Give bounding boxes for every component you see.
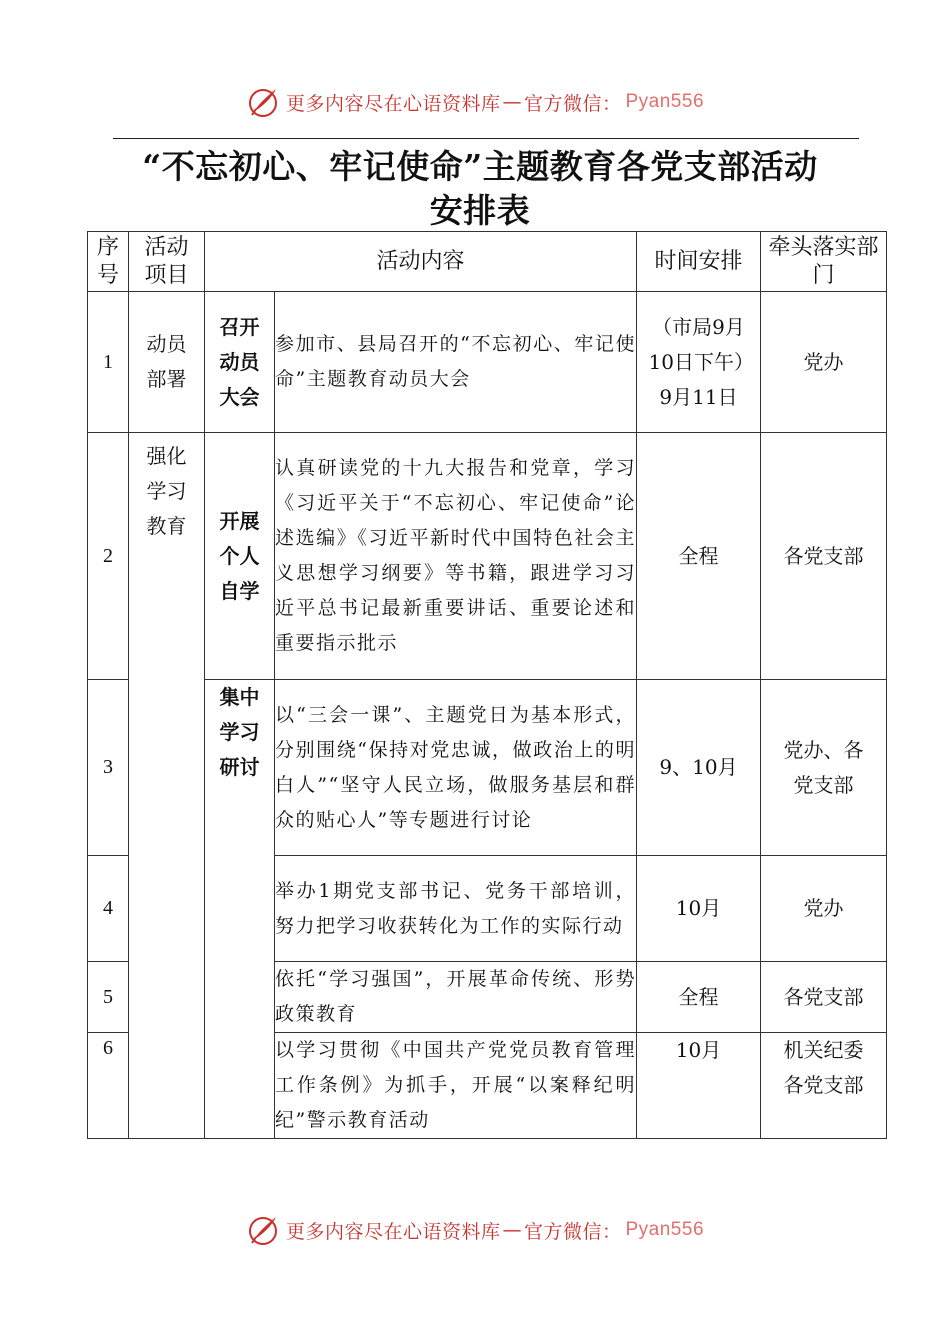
subitem-cell: 集中学习研讨 xyxy=(205,680,275,1139)
time-cell: 10月 xyxy=(637,856,761,962)
subitem-cell: 召开动员大会 xyxy=(205,292,275,433)
table-header-row xyxy=(88,232,887,292)
time-cell: 全程 xyxy=(637,433,761,680)
content-cell: 依托“学习强国”，开展革命传统、形势政策教育 xyxy=(275,962,637,1033)
content-cell: 认真研读党的十九大报告和党章，学习《习近平关于“不忘初心、牢记使命”论述选编》《习近平新时代中国特色社会主义思想学习纲要》等书籍，跟进学习习近平总书记最新重要讲话、重要论述和重要指示批示 xyxy=(275,433,637,680)
row-number: 4 xyxy=(88,856,129,962)
row-number: 6 xyxy=(88,1033,129,1139)
banner-dash: — xyxy=(502,91,522,113)
banner-dash: — xyxy=(502,1219,522,1241)
header-watermark-banner xyxy=(0,82,950,122)
content-cell: 参加市、县局召开的“不忘初心、牢记使命”主题教育动员大会 xyxy=(275,292,637,433)
header-time: 时间安排 xyxy=(637,232,761,292)
header-item: 活动项目 xyxy=(129,232,205,292)
document-title xyxy=(90,145,870,233)
row-number: 2 xyxy=(88,433,129,680)
time-cell: 10月 xyxy=(637,1033,761,1139)
content-cell: 举办1期党支部书记、党务干部培训，努力把学习收获转化为工作的实际行动 xyxy=(275,856,637,962)
dept-cell: 党办、各党支部 xyxy=(761,680,887,856)
dept-cell xyxy=(761,1033,887,1139)
time-cell xyxy=(637,292,761,433)
footer-watermark-banner xyxy=(0,1210,950,1250)
header-rule xyxy=(113,138,859,139)
time-cell: 全程 xyxy=(637,962,761,1033)
time-date: 9月11日 xyxy=(659,384,738,409)
header-dept: 牵头落实部门 xyxy=(761,232,887,292)
banner-brand-text: 更多内容尽在心语资料库 xyxy=(285,92,501,115)
category-cell: 动员部署 xyxy=(129,292,205,433)
quill-logo-icon xyxy=(246,85,280,119)
banner-wechat-label: 官方微信： xyxy=(523,1220,622,1243)
time-note: （市局9月10日下午） xyxy=(648,314,754,374)
dept-line-1: 机关纪委 xyxy=(783,1038,864,1062)
row-number: 5 xyxy=(88,962,129,1033)
header-content: 活动内容 xyxy=(205,232,637,292)
time-cell: 9、10月 xyxy=(637,680,761,856)
dept-cell: 党办 xyxy=(761,292,887,433)
dept-line-2: 各党支部 xyxy=(783,1073,864,1097)
table-row xyxy=(88,680,887,856)
schedule-table xyxy=(87,231,887,1139)
header-no: 序号 xyxy=(88,232,129,292)
category-cell: 强化学习教育 xyxy=(129,433,205,1139)
content-cell: 以“三会一课”、主题党日为基本形式，分别围绕“保持对党忠诚，做政治上的明白人”“坚守人民立场，做服务基层和群众的贴心人”等专题进行讨论 xyxy=(275,680,637,856)
dept-cell: 各党支部 xyxy=(761,433,887,680)
table-row xyxy=(88,292,887,433)
dept-cell: 各党支部 xyxy=(761,962,887,1033)
banner-wechat-label: 官方微信： xyxy=(523,92,622,115)
dept-cell: 党办 xyxy=(761,856,887,962)
title-line-2: 安排表 xyxy=(429,191,531,230)
banner-wechat-id: Pyan556 xyxy=(625,1219,705,1240)
title-line-1: “不忘初心、牢记使命”主题教育各党支部活动 xyxy=(142,147,818,186)
row-number: 3 xyxy=(88,680,129,856)
banner-wechat-id: Pyan556 xyxy=(625,91,705,112)
quill-logo-icon xyxy=(246,1213,280,1247)
banner-brand-text: 更多内容尽在心语资料库 xyxy=(285,1220,501,1243)
content-cell: 以学习贯彻《中国共产党党员教育管理工作条例》为抓手，开展“以案释纪明纪”警示教育活动 xyxy=(275,1033,637,1139)
subitem-cell: 开展个人自学 xyxy=(205,433,275,680)
table-row xyxy=(88,433,887,680)
row-number: 1 xyxy=(88,292,129,433)
